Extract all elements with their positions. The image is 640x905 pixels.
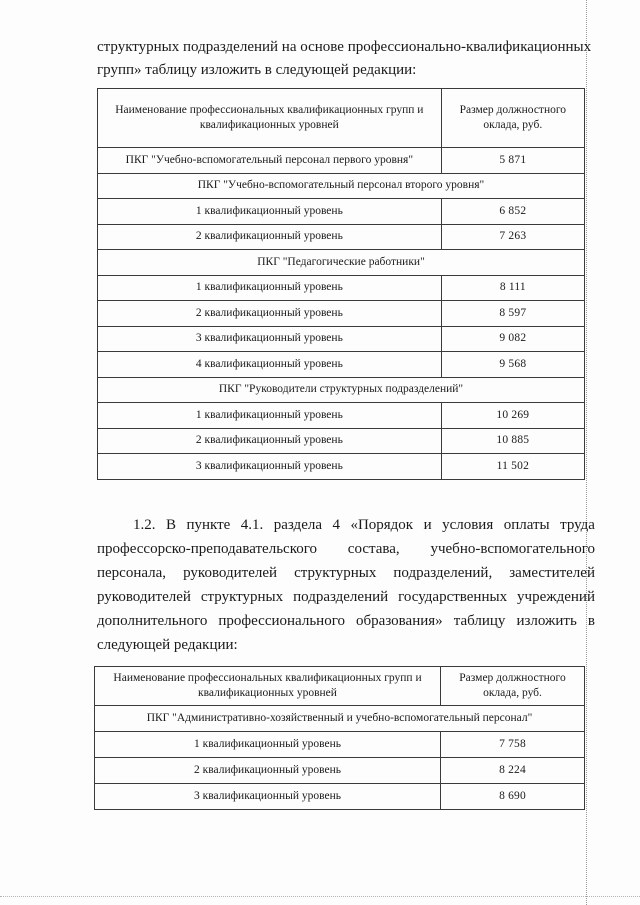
salary-value-cell: 6 852 [441, 199, 584, 225]
level-name-cell: ПКГ "Учебно-вспомогательный персонал первого уровня" [98, 148, 442, 174]
salary-value-cell: 5 871 [441, 148, 584, 174]
intro-line: структурных подразделений на основе профессионально-квалификационных [97, 39, 592, 55]
salary-value-cell: 9 568 [441, 352, 584, 378]
header-value-cell: Размер должностного оклада, руб. [441, 89, 584, 148]
table-header-row [98, 89, 585, 148]
table-row [98, 403, 585, 429]
word: раздела [273, 517, 322, 533]
paragraph-line [97, 585, 595, 609]
group-row [95, 706, 585, 732]
table-row [98, 199, 585, 225]
group-row [98, 173, 585, 199]
word: персонала, [97, 565, 167, 581]
table-row [98, 148, 585, 174]
level-name-cell: 2 квалификационный уровень [95, 758, 441, 784]
level-name-cell: 3 квалификационный уровень [98, 326, 442, 352]
group-name-cell: ПКГ "Административно-хозяйственный и учебно-вспомогательный персонал" [95, 706, 585, 732]
salary-value-cell: 7 758 [441, 732, 585, 758]
word: руководителей [183, 565, 278, 581]
paragraph-line [97, 633, 595, 657]
table-body [98, 148, 585, 480]
paragraph-line [97, 561, 595, 585]
word: «Порядок [350, 517, 414, 533]
word: 1.2. [133, 517, 156, 533]
word: 4.1. [240, 517, 264, 533]
word: руководителей [97, 589, 191, 605]
word: 4 [332, 517, 340, 533]
word: учебно-вспомогательного [430, 541, 595, 557]
header-value-cell: Размер должностного оклада, руб. [441, 667, 585, 706]
level-name-cell: 3 квалификационный уровень [95, 784, 441, 810]
level-name-cell: 2 квалификационный уровень [98, 428, 442, 454]
level-name-cell: 1 квалификационный уровень [98, 275, 442, 301]
intro-paragraph [97, 36, 597, 82]
word: структурных [200, 589, 284, 605]
salary-value-cell: 8 111 [441, 275, 584, 301]
table-row [95, 784, 585, 810]
word: структурных [294, 565, 377, 581]
level-name-cell: 4 квалификационный уровень [98, 352, 442, 378]
group-row [98, 250, 585, 276]
group-name-cell: ПКГ "Педагогические работники" [98, 250, 585, 276]
salary-value-cell: 8 690 [441, 784, 585, 810]
group-name-cell: ПКГ "Учебно-вспомогательный персонал второго уровня" [98, 173, 585, 199]
level-name-cell: 1 квалификационный уровень [98, 199, 442, 225]
word: профессорско-преподавательского [97, 541, 317, 557]
group-name-cell: ПКГ "Руководители структурных подразделений" [98, 377, 585, 403]
paragraph-line [97, 537, 595, 561]
word: подразделений, [393, 565, 493, 581]
salary-value-cell: 11 502 [441, 454, 584, 480]
table-row [95, 732, 585, 758]
table-row [98, 224, 585, 250]
table-row [98, 352, 585, 378]
word: заместителей [509, 565, 595, 581]
salary-value-cell: 7 263 [441, 224, 584, 250]
word: пункте [186, 517, 231, 533]
salary-value-cell: 10 269 [441, 403, 584, 429]
level-name-cell: 1 квалификационный уровень [98, 403, 442, 429]
table-row [98, 326, 585, 352]
word: В [165, 517, 176, 533]
word: государственных [398, 589, 508, 605]
level-name-cell: 2 квалификационный уровень [98, 224, 442, 250]
salary-table-2 [94, 666, 585, 810]
table-row [98, 428, 585, 454]
table-row [98, 275, 585, 301]
word: образования» [356, 613, 443, 629]
word: оплаты [503, 517, 550, 533]
paragraph-line [97, 513, 595, 537]
salary-table-1 [97, 88, 585, 480]
scan-fold-line [586, 0, 587, 905]
page-bottom-edge [0, 896, 640, 897]
salary-value-cell: 8 597 [441, 301, 584, 327]
table-body [95, 706, 585, 810]
section-paragraph [97, 513, 595, 657]
intro-line: групп» таблицу изложить в следующей редакции: [97, 62, 417, 78]
word: учреждений [517, 589, 595, 605]
table-row [95, 758, 585, 784]
level-name-cell: 2 квалификационный уровень [98, 301, 442, 327]
word: труда [560, 517, 595, 533]
level-name-cell: 3 квалификационный уровень [98, 454, 442, 480]
table-row [98, 301, 585, 327]
level-name-cell: 1 квалификационный уровень [95, 732, 441, 758]
word: условия [442, 517, 494, 533]
word: профессионального [218, 613, 345, 629]
word: дополнительного [97, 613, 208, 629]
word: изложить [516, 613, 577, 629]
paragraph-line [97, 609, 595, 633]
header-name-cell: Наименование профессиональных квалификационных групп и квалификационных уровней [95, 667, 441, 706]
word: состава, [347, 541, 400, 557]
header-name-cell: Наименование профессиональных квалификационных групп и квалификационных уровней [98, 89, 442, 148]
table-header-row [95, 667, 585, 706]
salary-value-cell: 8 224 [441, 758, 585, 784]
word: в [587, 613, 595, 629]
salary-value-cell: 9 082 [441, 326, 584, 352]
group-row [98, 377, 585, 403]
word: следующей редакции: [97, 637, 238, 653]
salary-value-cell: 10 885 [441, 428, 584, 454]
word: подразделений [293, 589, 389, 605]
word: и [423, 517, 432, 533]
word: таблицу [453, 613, 506, 629]
table-row [98, 454, 585, 480]
